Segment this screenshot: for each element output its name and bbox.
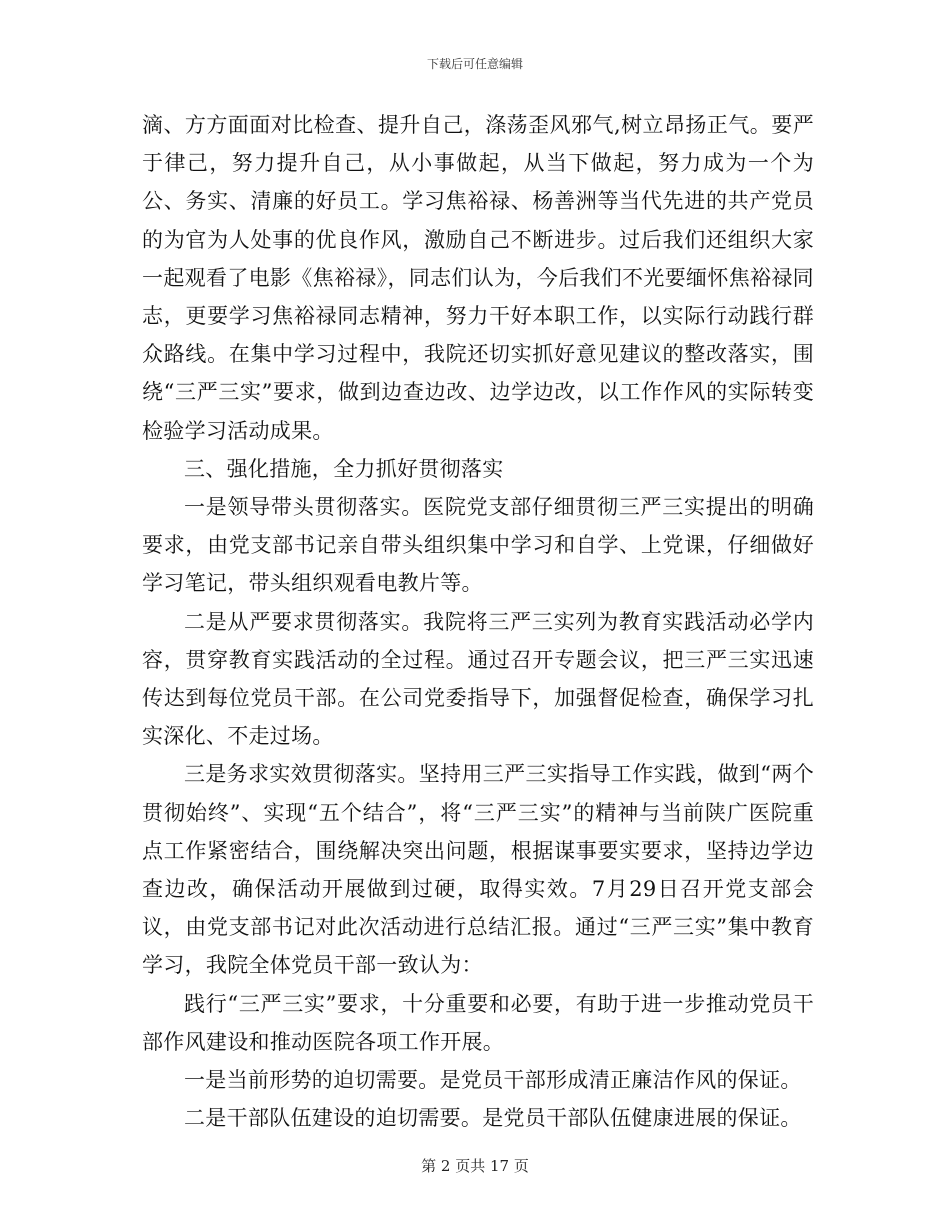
document-body [142,106,814,1137]
body-paragraph: 一是当前形势的迫切需要。是党员干部形成清正廉洁作风的保证。 [184,1068,802,1093]
page-header-note: 下载后可任意编辑 [426,57,523,71]
body-paragraph: 三是务求实效贯彻落实。坚持用三严三实指导工作实践，做到“两个贯彻始终”、实现“五个结合”，将“三严三实”的精神与当前陕广医院重点工作紧密结合，围绕解决突出问题，根据谋事要实要求，坚持边学边查边改，确保活动开展做到过硬，取得实效。7月29日召开党支部会议，由党支部书记对此次活动进行总结汇报。通过“三严三实”集中教育学习，我院全体党员干部一致认为： [142,762,814,978]
body-paragraph: 滴、方方面面对比检查、提升自己，涤荡歪风邪气,树立昂扬正气。要严于律己，努力提升自己，从小事做起，从当下做起，努力成为一个为公、务实、清廉的好员工。学习焦裕禄、杨善洲等当代先进的共产党员的为官为人处事的优良作风，激励自己不断进步。过后我们还组织大家一起观看了电影《焦裕禄》，同志们认为，今后我们不光要缅怀焦裕禄同志，更要学习焦裕禄同志精神，努力干好本职工作，以实际行动践行群众路线。在集中学习过程中，我院还切实抓好意见建议的整改落实，围绕“三严三实”要求，做到边查边改、边学边改，以工作作风的实际转变检验学习活动成果。 [142,113,814,443]
body-paragraph: 一是领导带头贯彻落实。医院党支部仔细贯彻三严三实提出的明确要求，由党支部书记亲自带头组织集中学习和自学、上党课，仔细做好学习笔记，带头组织观看电教片等。 [142,495,814,596]
body-paragraph: 二是从严要求贯彻落实。我院将三严三实列为教育实践活动必学内容，贯穿教育实践活动的全过程。通过召开专题会议，把三严三实迅速传达到每位党员干部。在公司党委指导下，加强督促检查，确保学习扎实深化、不走过场。 [142,609,814,749]
section-heading: 三、强化措施，全力抓好贯彻落实 [184,456,504,481]
body-paragraph: 践行“三严三实”要求，十分重要和必要，有助于进一步推动党员干部作风建设和推动医院各项工作开展。 [142,991,814,1054]
page-number: 第 2 页共 17 页 [421,1157,529,1175]
body-paragraph: 二是干部队伍建设的迫切需要。是党员干部队伍健康进展的保证。 [184,1106,802,1131]
